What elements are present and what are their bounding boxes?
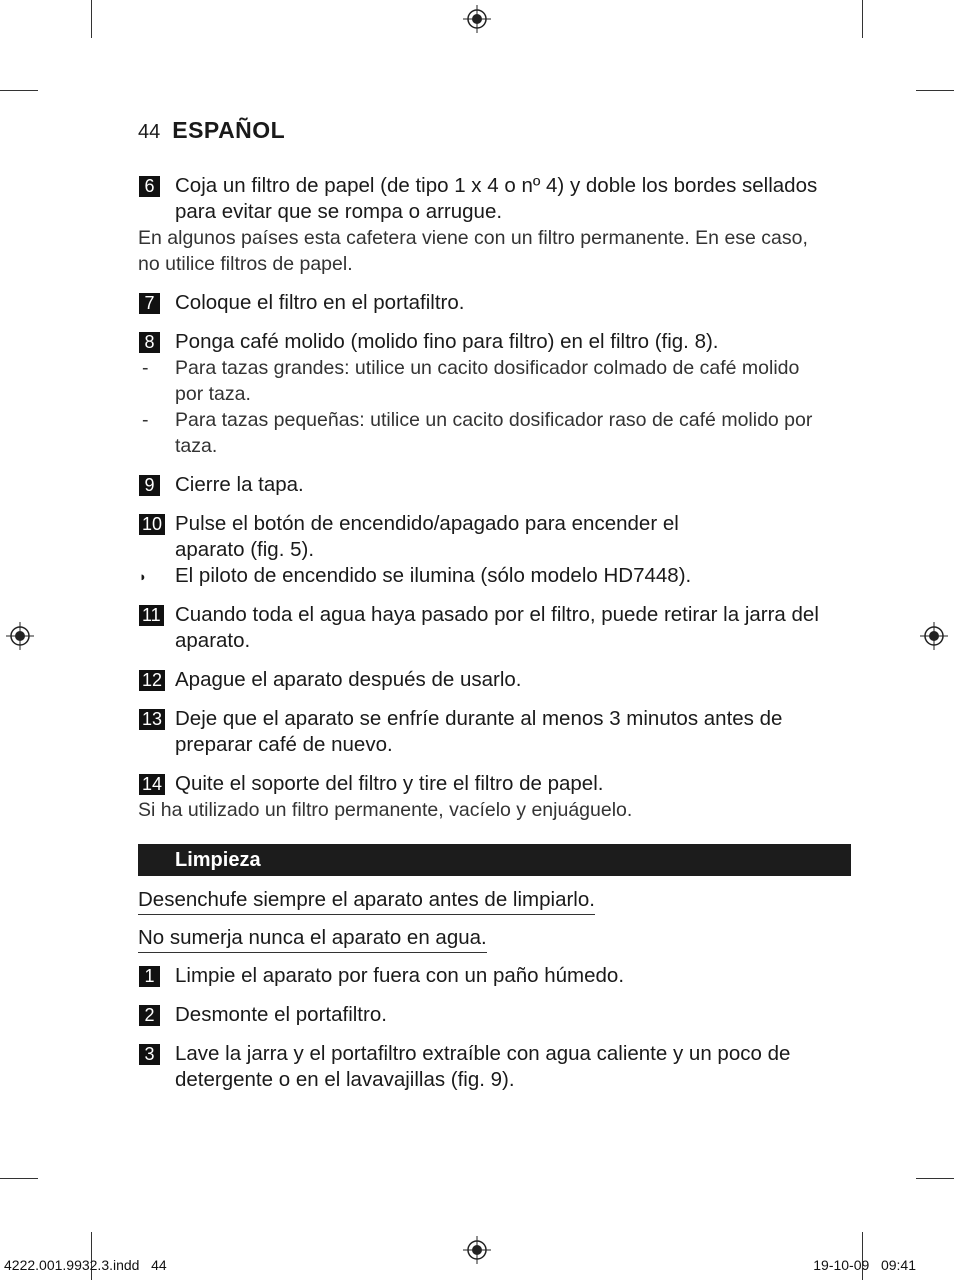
step-number: 2 [139,1005,160,1026]
dash-marker: - [142,357,149,379]
step-number: 12 [139,670,165,691]
cleaning-step-1 [138,963,828,989]
section-title: ESPAÑOL [172,117,286,143]
step-text: Ponga café molido (molido fino para filtro) en el filtro (fig. 8). [175,330,719,353]
step-8 [138,329,828,355]
sub-item-text: Para tazas pequeñas: utilice un cacito dosificador raso de café molido por taza. [175,409,813,457]
dash-marker: - [142,409,149,431]
step-number: 11 [139,605,164,626]
crop-mark [91,0,92,38]
step-number: 10 [139,514,165,535]
step-number: 7 [139,293,160,314]
crop-mark [916,90,954,91]
result-bullet-icon: ◗ [139,569,147,584]
cleaning-step-2 [138,1002,828,1028]
result-text: El piloto de encendido se ilumina (sólo modelo HD7448). [175,564,692,587]
step-text: Cuando toda el agua haya pasado por el filtro, puede retirar la jarra del aparato. [175,603,819,652]
sub-item-text: Para tazas grandes: utilice un cacito dosificador colmado de café molido por taza. [175,357,800,405]
step-12 [138,667,828,693]
step-text: Coja un filtro de papel (de tipo 1 x 4 o nº 4) y doble los bordes sellados para evitar que se rompa o arrugue. [175,174,818,223]
registration-mark-icon [920,622,948,650]
step-9 [138,472,828,498]
page-number: 44 [138,121,161,143]
crop-mark [0,90,38,91]
page-header [138,117,285,144]
footer-datetime: 19-10-09 09:41 [813,1257,916,1273]
step-text: Pulse el botón de encendido/apagado para encender el aparato (fig. 5). [175,512,679,561]
cleaning-step-3 [138,1041,828,1093]
step-text: Quite el soporte del filtro y tire el filtro de papel. [175,772,604,795]
crop-mark [916,1178,954,1179]
step-number: 9 [139,475,160,496]
section-bar-cleaning: Limpieza [138,844,851,876]
step-7 [138,290,828,316]
step-text: Lave la jarra y el portafiltro extraíble con agua caliente y un poco de detergente o en el lavavajillas (fig. 9). [175,1042,791,1091]
registration-mark-icon [463,5,491,33]
step-10 [138,511,828,563]
step-note: En algunos países esta cafetera viene con un filtro permanente. En ese caso, no utilice filtros de papel. [138,227,808,275]
step-text: Coloque el filtro en el portafiltro. [175,291,465,314]
step-note: Si ha utilizado un filtro permanente, vacíelo y enjuáguelo. [138,799,633,821]
sub-item [138,407,828,459]
step-13 [138,706,828,758]
warning-text: Desenchufe siempre el aparato antes de limpiarlo. [138,887,595,915]
step-number: 8 [139,332,160,353]
sub-item [138,355,828,407]
footer-file-info: 4222.001.9932.3.indd 44 [4,1257,167,1273]
step-text: Deje que el aparato se enfríe durante al menos 3 minutos antes de preparar café de nuevo. [175,707,783,756]
step-text: Cierre la tapa. [175,473,304,496]
step-text: Apague el aparato después de usarlo. [175,668,522,691]
warning-text: No sumerja nunca el aparato en agua. [138,925,487,953]
step-number: 13 [139,709,165,730]
registration-mark-icon [6,622,34,650]
step-14 [138,771,828,797]
step-number: 14 [139,774,165,795]
step-number: 6 [139,176,160,197]
registration-mark-icon [463,1236,491,1264]
step-11 [138,602,828,654]
step-6 [138,173,828,225]
crop-mark [862,0,863,38]
crop-mark [0,1178,38,1179]
page-content [138,173,828,1093]
step-text: Limpie el aparato por fuera con un paño húmedo. [175,964,625,987]
step-number: 3 [139,1044,160,1065]
result-item [138,563,828,589]
step-text: Desmonte el portafiltro. [175,1003,387,1026]
step-number: 1 [139,966,160,987]
